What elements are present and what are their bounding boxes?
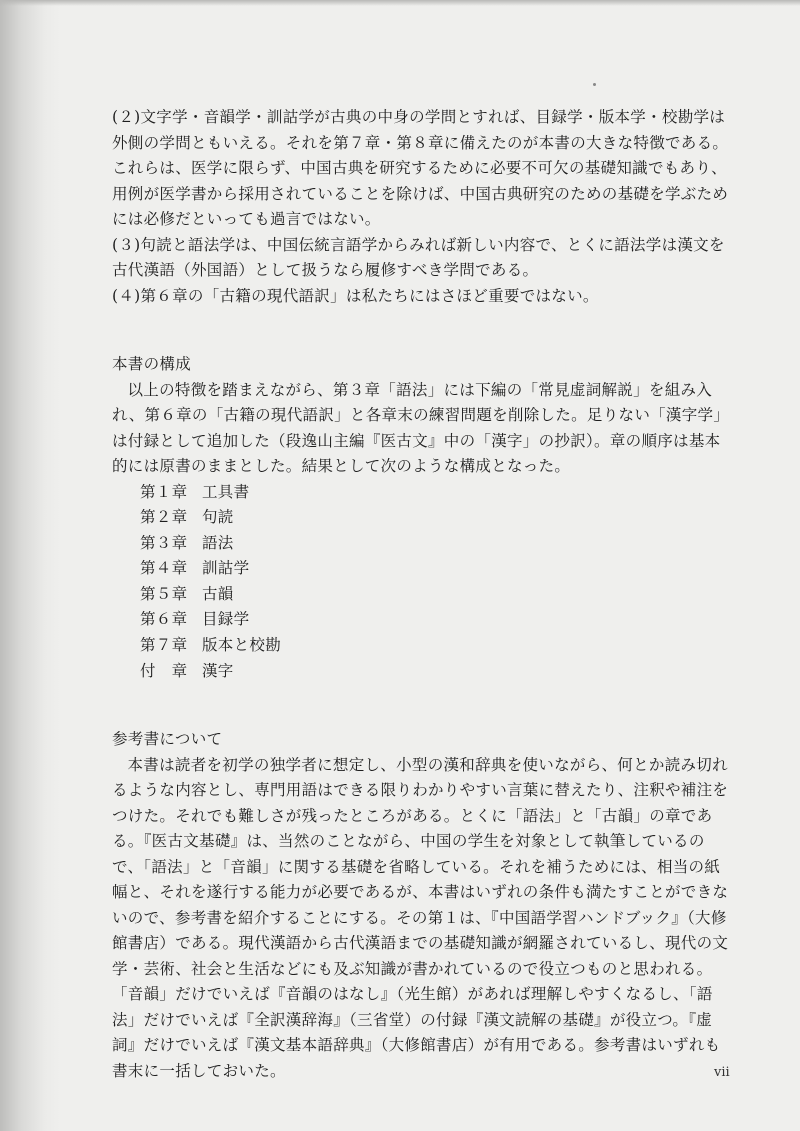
chapter-title: 目録学 [202, 610, 250, 629]
chapter-title: 漢字 [202, 661, 234, 680]
intro-item-3: (３)句読と語法学は、中国伝統言語学からみれば新しい内容で、とくに語法学は漢文を古代漢語（外国語）として扱うなら履修すべき学問である。 [112, 235, 725, 279]
references-paragraph: 本書は読者を初学の独学者に想定し、小型の漢和辞典を使いながら、何とか読み切れるような内容とし、専門用語はできる限りわかりやすい言葉に替えたり、注釈や補注をつけた。それでも難しさが残ったところがある。とくに「語法」と「古韻」の章である。『医古文基礎』は、当然のことながら、中国の学生を対象として執筆しているので、「語法」と「音韻」に関する基礎を省略している。それを補うためには、相当の紙幅と、それを遂行する能力が必要であるが、本書はいずれの条件も満たすことができないので、参考書を紹介することにする。その第１は、『中国語学習ハンドブック』（大修館書店）である。現代漢語から古代漢語までの基礎知識が網羅されているし、現代の文学・芸術、社会と生活などにも及ぶ知識が書かれているので役立つものと思われる。「音韻」だけでいえば『音韻のはなし』（光生館）があれば理解しやすくなるし、「語法」だけでいえば『全訳漢辞海』（三省堂）の付録『漢文読解の基礎』が役立つ。『虚詞』だけでいえば『漢文基本語辞典』（大修館書店）が有用である。参考書はいずれも書末に一括しておいた。 [112, 755, 729, 1080]
intro-list [112, 105, 732, 309]
chapter-number: 付 章 [140, 661, 188, 680]
chapter-number: 第２章 [140, 508, 188, 527]
chapter-item [140, 556, 732, 582]
chapter-number: 第１章 [140, 482, 188, 501]
chapter-number: 第３章 [140, 533, 188, 552]
chapter-item [140, 659, 732, 685]
chapter-list [112, 480, 732, 685]
chapter-item [140, 582, 732, 608]
section-heading-structure: 本書の構成 [112, 355, 192, 373]
chapter-title: 版本と校勘 [202, 636, 282, 655]
chapter-title: 句読 [202, 508, 234, 527]
chapter-title: 語法 [202, 533, 234, 552]
page-number: vii [714, 1065, 730, 1080]
chapter-item [140, 633, 732, 659]
chapter-item [140, 531, 732, 557]
chapter-number: 第４章 [140, 559, 188, 578]
chapter-title: 訓詁学 [202, 559, 250, 578]
chapter-item [140, 607, 732, 633]
chapter-item [140, 480, 732, 506]
binding-shadow [0, 0, 60, 1131]
page-top-edge [0, 0, 800, 6]
chapter-title: 古韻 [202, 584, 234, 603]
structure-paragraph: 以上の特徴を踏まえながら、第３章「語法」には下編の「常見虚詞解説」を組み入れ、第６章の「古籍の現代語訳」と各章末の練習問題を削除した。足りない「漢字学」は付録として追加した（段逸山主編『医古文』中の「漢字」の抄訳）。章の順序は基本的には原書のままとした。結果として次のような構成となった。 [112, 380, 730, 475]
chapter-number: 第５章 [140, 584, 188, 603]
chapter-number: 第６章 [140, 610, 188, 629]
intro-item-2: (２)文字学・音韻学・訓詁学が古典の中身の学問とすれば、目録学・版本学・校勘学は外側の学問ともいえる。それを第７章・第８章に備えたのが本書の大きな特徴である。これらは、医学に限らず、中国古典を研究するために必要不可欠の基礎知識でもあり、用例が医学書から採用されていることを除けば、中国古典研究のための基礎を学ぶためには必修だといっても過言ではない。 [112, 108, 729, 228]
page-body [112, 105, 732, 1084]
intro-item-4: (４)第６章の「古籍の現代語訳」は私たちにはさほど重要ではない。 [112, 286, 599, 305]
print-speck [593, 83, 596, 86]
chapter-title: 工具書 [202, 482, 250, 501]
chapter-item [140, 505, 732, 531]
chapter-number: 第７章 [140, 636, 188, 655]
section-heading-references: 参考書について [112, 730, 223, 749]
